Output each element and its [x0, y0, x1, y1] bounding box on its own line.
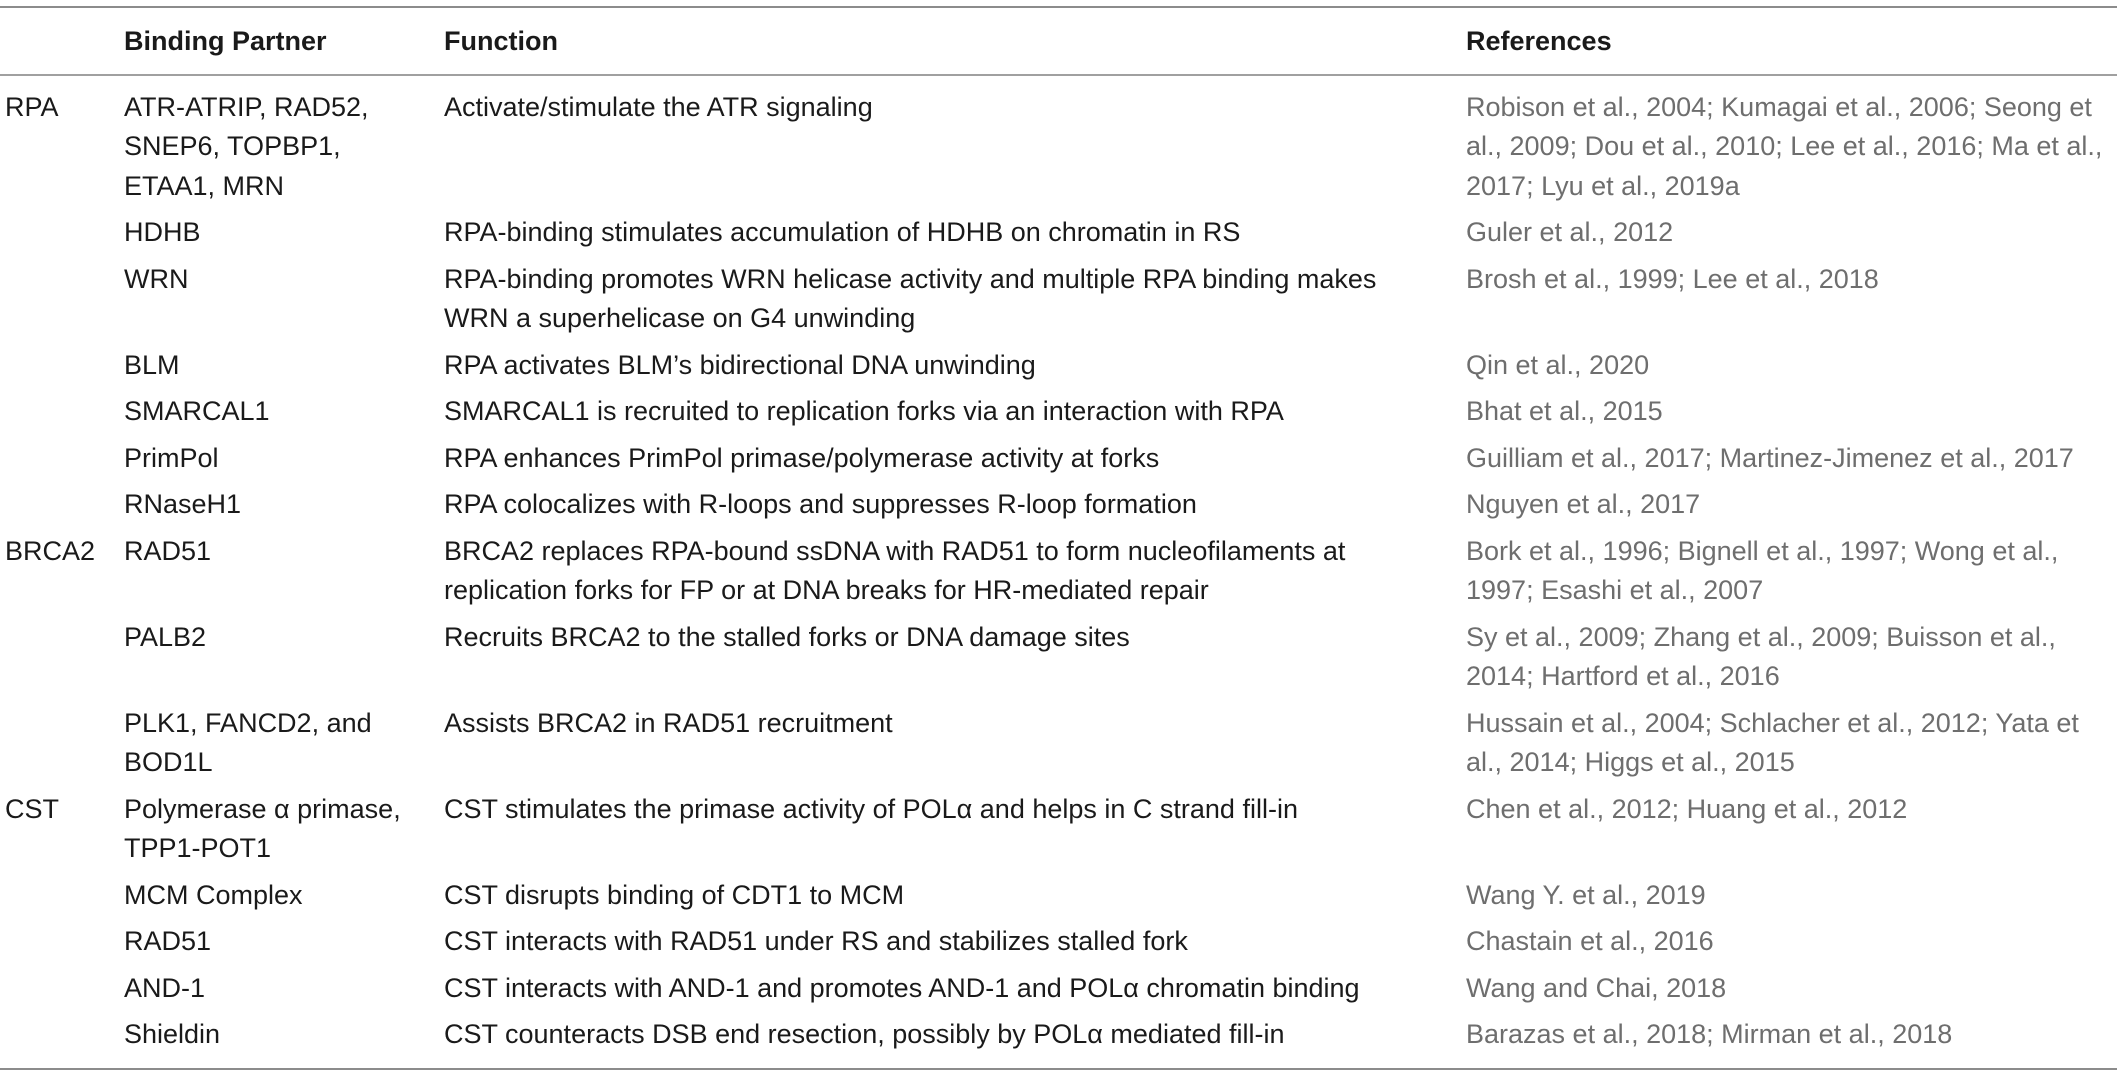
group-cell — [0, 439, 122, 486]
table-header — [0, 8, 2117, 74]
group-cell: BRCA2 — [5, 535, 96, 566]
references-cell: Bork et al., 1996; Bignell et al., 1997; Wong et al., 1997; Esashi et al., 2007 — [1466, 535, 2059, 605]
binding-partners-body-table — [0, 76, 2117, 1062]
table-body — [0, 76, 2117, 1062]
references-cell: Wang Y. et al., 2019 — [1466, 879, 1706, 910]
group-cell — [0, 260, 122, 346]
header-function: Function — [444, 25, 558, 56]
table-row — [0, 213, 2117, 260]
references-cell: Barazas et al., 2018; Mirman et al., 2018 — [1466, 1019, 1953, 1049]
group-cell — [0, 346, 122, 393]
table-row — [0, 1015, 2117, 1062]
table-row — [0, 76, 2117, 214]
partner-cell: HDHB — [124, 217, 201, 247]
partner-cell: WRN — [124, 263, 189, 294]
table-row — [0, 346, 2117, 393]
partner-cell: BLM — [124, 349, 180, 380]
partner-cell: ATR-ATRIP, RAD52, SNEP6, TOPBP1, ETAA1, MRN — [124, 91, 369, 201]
group-cell — [0, 392, 122, 439]
table-row — [0, 876, 2117, 923]
references-cell: Brosh et al., 1999; Lee et al., 2018 — [1466, 263, 1879, 294]
group-cell — [0, 969, 122, 1016]
header-row — [0, 8, 2117, 74]
group-cell: CST — [5, 793, 59, 824]
table-row — [0, 618, 2117, 704]
partner-cell: RNaseH1 — [124, 489, 242, 519]
function-cell: RPA activates BLM’s bidirectional DNA unwinding — [444, 349, 1036, 380]
function-cell: CST interacts with AND-1 and promotes AND-1 and POLα chromatin binding — [444, 972, 1360, 1003]
references-cell: Nguyen et al., 2017 — [1466, 489, 1701, 519]
binding-partners-table-wrap — [0, 6, 2117, 1070]
group-cell — [0, 618, 122, 704]
function-cell: Activate/stimulate the ATR signaling — [444, 91, 873, 122]
function-cell: Recruits BRCA2 to the stalled forks or DNA damage sites — [444, 621, 1130, 652]
group-cell: RPA — [5, 91, 59, 122]
references-cell: Robison et al., 2004; Kumagai et al., 2006; Seong et al., 2009; Dou et al., 2010; Lee et al., 2016; Ma et al., 2017; Lyu et al., 2019a — [1466, 91, 2103, 201]
function-cell: Assists BRCA2 in RAD51 recruitment — [444, 707, 893, 738]
header-references: References — [1466, 25, 1612, 56]
function-cell: RPA enhances PrimPol primase/polymerase activity at forks — [444, 442, 1160, 473]
partner-cell: Polymerase α primase, TPP1-POT1 — [124, 793, 401, 863]
references-cell: Bhat et al., 2015 — [1466, 396, 1663, 426]
table-row — [0, 485, 2117, 532]
partner-cell: AND-1 — [124, 972, 206, 1003]
references-cell: Sy et al., 2009; Zhang et al., 2009; Buisson et al., 2014; Hartford et al., 2016 — [1466, 621, 2056, 691]
partner-cell: SMARCAL1 — [124, 396, 270, 426]
partner-cell: MCM Complex — [124, 879, 303, 910]
table-row — [0, 969, 2117, 1016]
group-cell — [0, 876, 122, 923]
function-cell: RPA colocalizes with R-loops and suppresses R-loop formation — [444, 489, 1197, 519]
group-cell — [0, 485, 122, 532]
table-row — [0, 922, 2117, 969]
function-cell: RPA-binding stimulates accumulation of HDHB on chromatin in RS — [444, 217, 1241, 247]
partner-cell: RAD51 — [124, 535, 212, 566]
group-cell — [0, 704, 122, 790]
references-cell: Wang and Chai, 2018 — [1466, 972, 1727, 1003]
function-cell: RPA-binding promotes WRN helicase activity and multiple RPA binding makes WRN a superhelicase on G4 unwinding — [444, 263, 1377, 333]
partner-cell: PrimPol — [124, 442, 219, 473]
group-cell — [0, 922, 122, 969]
function-cell: CST interacts with RAD51 under RS and stabilizes stalled fork — [444, 926, 1188, 956]
binding-partners-table — [0, 8, 2117, 74]
header-group — [0, 8, 122, 74]
table-row — [0, 704, 2117, 790]
function-cell: SMARCAL1 is recruited to replication forks via an interaction with RPA — [444, 396, 1284, 426]
references-cell: Chen et al., 2012; Huang et al., 2012 — [1466, 793, 1908, 824]
table-row — [0, 532, 2117, 618]
partner-cell: PLK1, FANCD2, and BOD1L — [124, 707, 372, 777]
function-cell: CST disrupts binding of CDT1 to MCM — [444, 879, 905, 910]
partner-cell: RAD51 — [124, 926, 212, 956]
references-cell: Guilliam et al., 2017; Martinez-Jimenez et al., 2017 — [1466, 442, 2074, 473]
references-cell: Guler et al., 2012 — [1466, 217, 1674, 247]
function-cell: CST stimulates the primase activity of POLα and helps in C strand fill-in — [444, 793, 1298, 824]
references-cell: Qin et al., 2020 — [1466, 349, 1650, 380]
group-cell — [0, 1015, 122, 1062]
table-row — [0, 260, 2117, 346]
group-cell — [0, 213, 122, 260]
references-cell: Chastain et al., 2016 — [1466, 926, 1714, 956]
table-row — [0, 790, 2117, 876]
table-row — [0, 439, 2117, 486]
partner-cell: Shieldin — [124, 1019, 221, 1049]
table-bottom-rule — [0, 1068, 2117, 1070]
table-row — [0, 392, 2117, 439]
references-cell: Hussain et al., 2004; Schlacher et al., 2012; Yata et al., 2014; Higgs et al., 2015 — [1466, 707, 2079, 777]
function-cell: CST counteracts DSB end resection, possibly by POLα mediated fill-in — [444, 1019, 1285, 1049]
function-cell: BRCA2 replaces RPA-bound ssDNA with RAD51 to form nucleofilaments at replication forks for FP or at DNA breaks for HR-mediated repair — [444, 535, 1346, 605]
partner-cell: PALB2 — [124, 621, 207, 652]
header-binding-partner: Binding Partner — [124, 25, 327, 56]
